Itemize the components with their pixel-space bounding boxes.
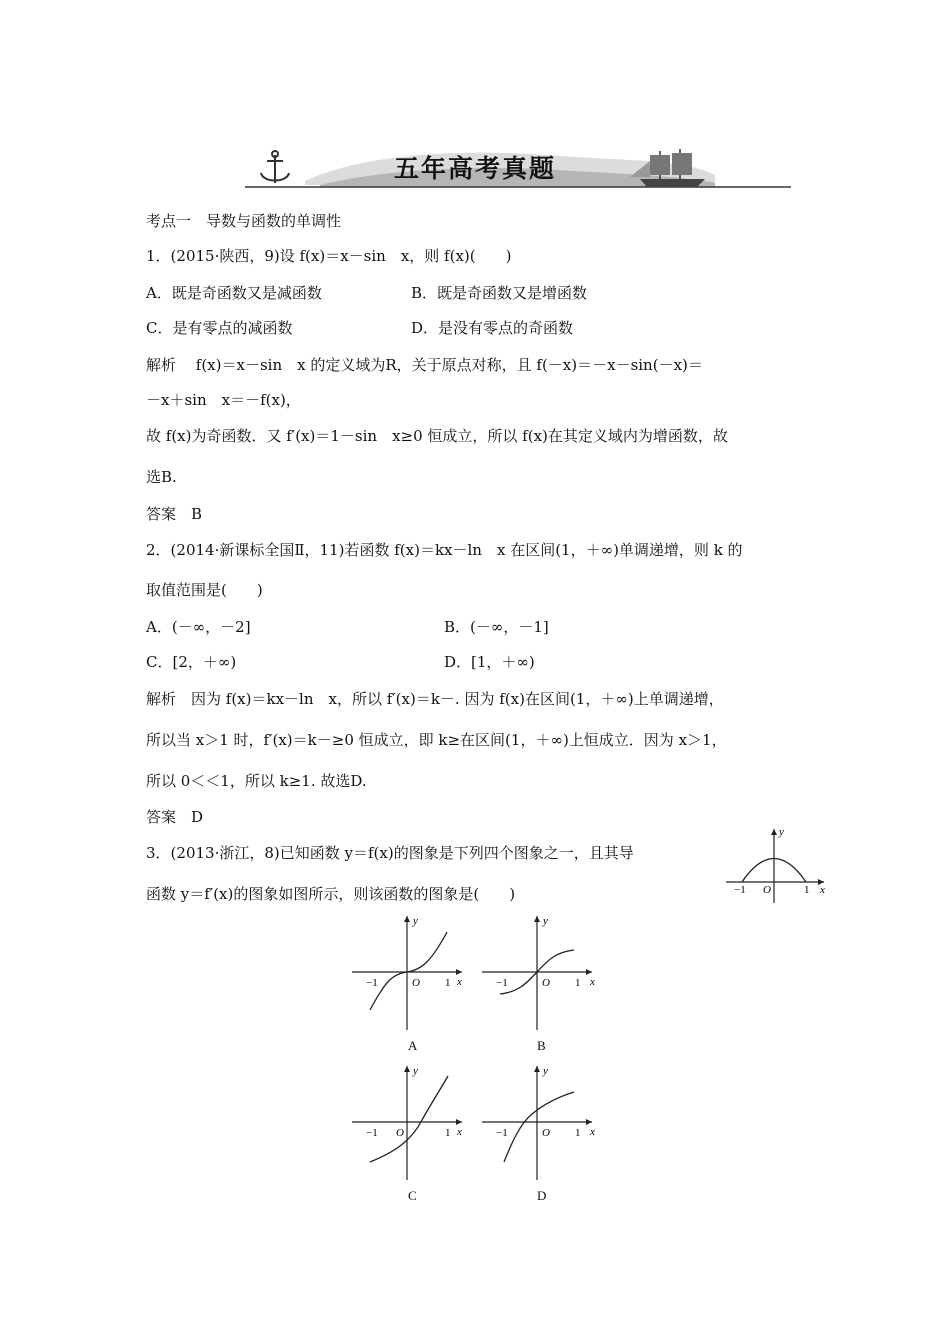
q2-answer: 答案 D <box>146 808 204 826</box>
tick-label-one: 1 <box>445 977 451 989</box>
origin-label: O <box>542 1127 550 1139</box>
axis-label-y: y <box>779 826 784 838</box>
axis-label-y: y <box>413 915 418 927</box>
q2-stem-line2: 取值范围是( ) <box>146 581 263 599</box>
graph-b <box>480 912 600 1032</box>
tick-label-neg-one: −1 <box>496 977 508 989</box>
q1-analysis-line4: 选B. <box>146 468 177 486</box>
axis-label-x: x <box>820 884 825 896</box>
graph-c <box>350 1062 470 1182</box>
axis-label-x: x <box>590 1126 595 1138</box>
q1-answer: 答案 B <box>146 505 203 523</box>
axis-label-x: x <box>457 1126 462 1138</box>
derivative-graph <box>722 825 834 905</box>
graph-a-label: A <box>408 1038 418 1053</box>
tick-label-neg-one: −1 <box>366 977 378 989</box>
q1-stem: 1．(2015·陕西，9)设 f(x)＝x－sin x，则 f(x)( ) <box>146 247 512 265</box>
tick-label-one: 1 <box>575 977 581 989</box>
tick-label-neg-one: −1 <box>734 884 746 896</box>
q2-analysis-line3: 所以 0＜＜1，所以 k≥1. 故选D. <box>146 772 367 790</box>
origin-label: O <box>412 977 420 989</box>
graph-a <box>350 912 470 1032</box>
q1-analysis-line2: －x＋sin x＝－f(x)， <box>146 391 301 409</box>
tick-label-one: 1 <box>445 1127 451 1139</box>
q2-option-c: C．[2，＋∞) <box>146 653 237 671</box>
graph-d <box>480 1062 600 1182</box>
q1-analysis-line3: 故 f(x)为奇函数．又 f′(x)＝1－sin x≥0 恒成立，所以 f(x)在其定义域内为增函数，故 <box>146 427 728 445</box>
banner-title: 五年高考真题 <box>393 154 556 183</box>
q2-analysis-line2: 所以当 x＞1 时，f′(x)＝k－≥0 恒成立，即 k≥在区间(1，＋∞)上恒成立．因为 x＞1， <box>146 731 727 749</box>
tick-label-one: 1 <box>575 1127 581 1139</box>
tick-label-neg-one: −1 <box>366 1127 378 1139</box>
q1-option-d: D．是没有零点的奇函数 <box>411 319 574 337</box>
section-title: 考点一 导数与函数的单调性 <box>146 212 342 230</box>
tick-label-one: 1 <box>804 884 810 896</box>
origin-label: O <box>542 977 550 989</box>
axis-label-x: x <box>590 976 595 988</box>
origin-label: O <box>763 884 771 896</box>
tick-label-neg-one: −1 <box>496 1127 508 1139</box>
axis-label-x: x <box>457 976 462 988</box>
q2-option-b: B．(－∞，－1] <box>444 618 549 636</box>
graph-c-label: C <box>408 1188 417 1203</box>
axis-label-y: y <box>543 915 548 927</box>
q1-option-b: B．既是奇函数又是增函数 <box>411 284 588 302</box>
origin-label: O <box>396 1127 404 1139</box>
q2-option-d: D．[1，＋∞) <box>444 653 535 671</box>
q1-option-a: A．既是奇函数又是减函数 <box>146 284 322 302</box>
axis-label-y: y <box>413 1065 418 1077</box>
anchor-icon <box>261 151 289 183</box>
q3-stem-line2: 函数 y＝f′(x)的图象如图所示，则该函数的图象是( ) <box>146 885 516 903</box>
q1-analysis-line1: 解析 f(x)＝x－sin x 的定义域为R，关于原点对称，且 f(－x)＝－x－sin(－x)＝ <box>146 356 703 374</box>
axis-label-y: y <box>543 1065 548 1077</box>
q3-stem-line1: 3．(2013·浙江，8)已知函数 y＝f(x)的图象是下列四个图象之一，且其导 <box>146 844 634 862</box>
q1-option-c: C．是有零点的减函数 <box>146 319 293 337</box>
q2-stem-line1: 2．(2014·新课标全国Ⅱ，11)若函数 f(x)＝kx－ln x 在区间(1，＋∞)单调递增，则 k 的 <box>146 541 743 559</box>
graph-b-label: B <box>537 1038 546 1053</box>
title-banner <box>245 145 791 195</box>
q2-analysis-line1: 解析 因为 f(x)＝kx－ln x，所以 f′(x)＝k－. 因为 f(x)在区间(1，＋∞)上单调递增， <box>146 690 724 708</box>
q2-option-a: A．(－∞，－2] <box>146 618 251 636</box>
graph-d-label: D <box>537 1188 547 1203</box>
